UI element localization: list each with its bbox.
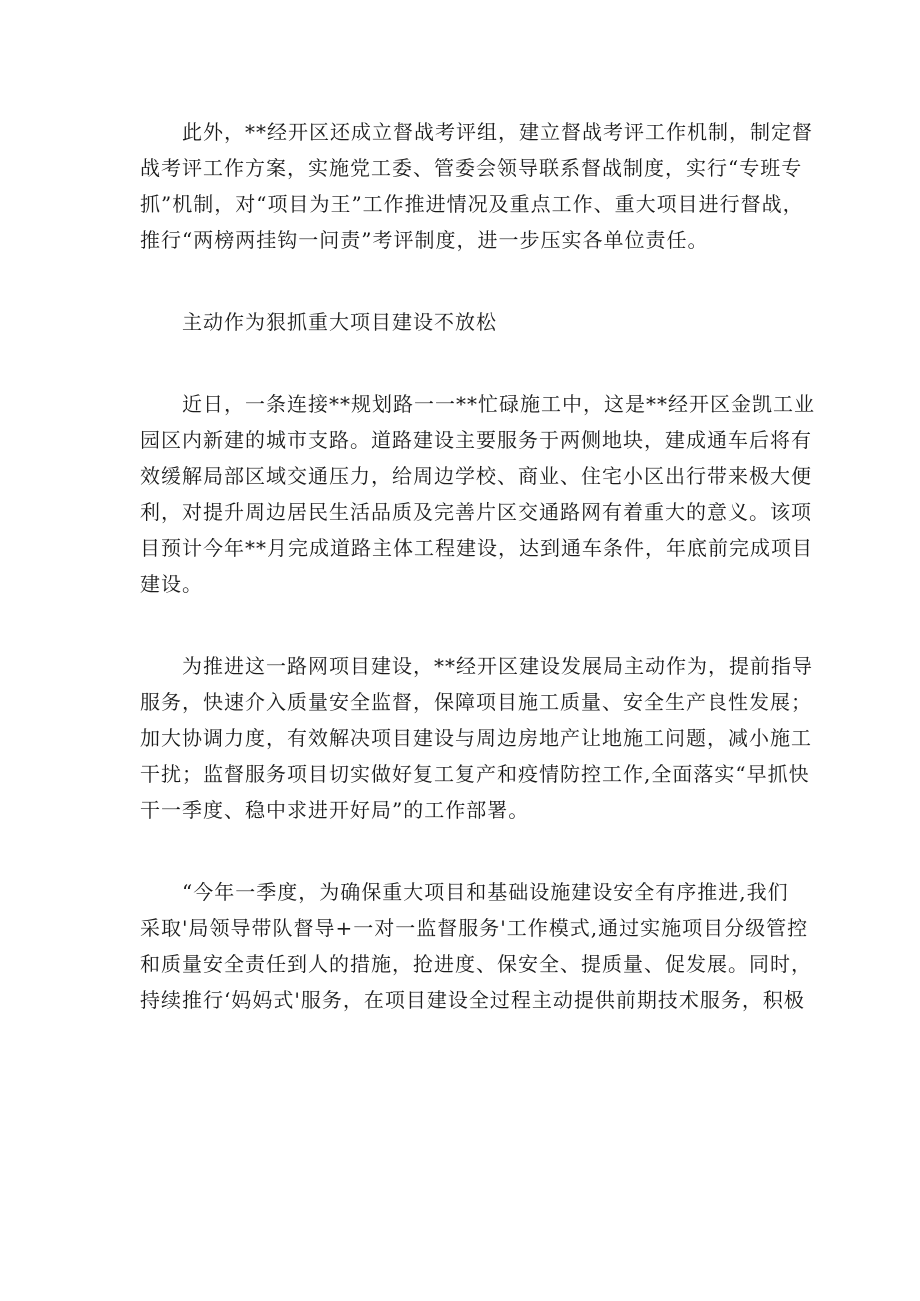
paragraph-construction-bureau (140, 648, 813, 828)
text-line: 和质量安全责任到人的措施，抢进度、保安全、提质量、促发展。同时， (140, 952, 812, 976)
text-line: 推行“两榜两挂钩一问责”考评制度，进一步压实各单位责任。 (140, 228, 709, 252)
document-body (140, 114, 815, 1018)
text-line: 战考评工作方案，实施党工委、管委会领导联系督战制度，实行“专班专 (140, 156, 803, 180)
paragraph-supervision (140, 114, 813, 258)
section-heading-text: 主动作为狠抓重大项目建设不放松 (182, 310, 497, 334)
text-line: 此外，**经开区还成立督战考评组，建立督战考评工作机制，制定督 (182, 120, 813, 144)
text-line: 抓”机制，对“项目为王”工作推进情况及重点工作、重大项目进行督战， (140, 192, 804, 216)
paragraph-gap (140, 602, 790, 648)
text-line: 干扰；监督服务项目切实做好复工复产和疫情防控工作,全面落实“早抓快 (140, 762, 810, 786)
text-line: 干一季度、稳中求进开好局”的工作部署。 (140, 798, 530, 822)
text-line: 为推进这一路网项目建设，**经开区建设发展局主动作为，提前指导 (182, 654, 813, 678)
text-line: 目预计今年**月完成道路主体工程建设，达到通车条件，年底前完成项目 (140, 536, 813, 560)
paragraph-quote (140, 874, 812, 1018)
text-line: 效缓解局部区域交通压力，给周边学校、商业、住宅小区出行带来极大便 (140, 464, 812, 488)
paragraph-gap (140, 828, 790, 874)
text-line: 加大协调力度，有效解决项目建设与周边房地产让地施工问题，减小施工 (140, 726, 812, 750)
text-line: 持续推行‘妈妈式'服务，在项目建设全过程主动提供前期技术服务，积极 (140, 988, 805, 1012)
text-line: 采取'局领导带队督导+一对一监督服务'工作模式,通过实施项目分级管控 (140, 916, 809, 940)
paragraph-gap (140, 340, 790, 386)
text-line: 服务，快速介入质量安全监督，保障项目施工质量、安全生产良性发展； (140, 690, 812, 714)
text-line: “今年一季度，为确保重大项目和基础设施建设安全有序推进,我们 (182, 880, 789, 904)
section-heading (140, 304, 790, 340)
paragraph-road-project (140, 386, 815, 602)
text-line: 园区内新建的城市支路。道路建设主要服务于两侧地块，建成通车后将有 (140, 428, 812, 452)
text-line: 建设。 (140, 572, 203, 596)
text-line: 近日，一条连接**规划路一一**忙碌施工中，这是**经开区金凯工业 (182, 392, 815, 416)
text-line: 利，对提升周边居民生活品质及完善片区交通路网有着重大的意义。该项 (140, 500, 812, 524)
paragraph-gap (140, 258, 790, 304)
